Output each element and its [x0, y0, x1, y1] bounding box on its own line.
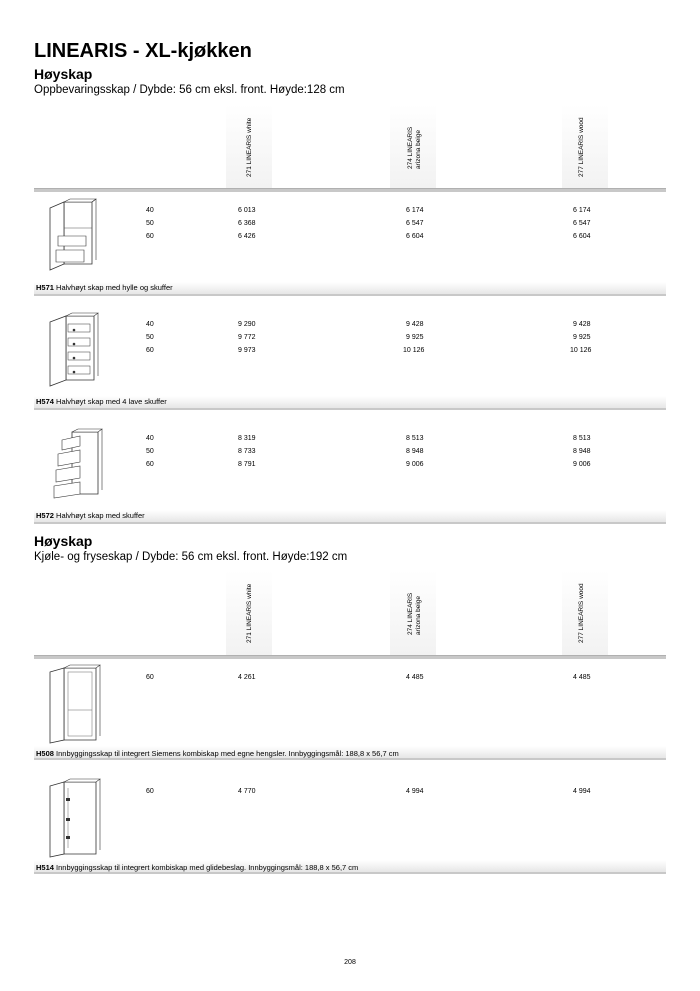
header-divider	[34, 188, 666, 192]
price-arizona: 9 925	[406, 334, 424, 341]
column-header-wood: 277 LINEARIS wood	[578, 116, 585, 177]
size-cell: 60	[146, 233, 154, 240]
product-label-h572: H572 Halvhøyt skap med skuffer	[36, 511, 145, 520]
price-wood: 4 485	[573, 674, 591, 681]
price-white: 6 013	[238, 207, 256, 214]
price-wood: 9 006	[573, 461, 591, 468]
section-1-subheading: Oppbevaringsskap / Dybde: 56 cm eksl. front. Høyde:128 cm	[34, 84, 345, 96]
column-header-white: 271 LINEARIS white	[246, 583, 253, 643]
price-arizona: 10 126	[403, 347, 425, 354]
column-header-arizona-beige: 274 LINEARIS arizona beige	[407, 126, 422, 169]
price-white: 4 770	[238, 788, 256, 795]
price-wood: 6 547	[573, 220, 591, 227]
size-cell: 60	[146, 347, 154, 354]
page-number: 208	[344, 959, 356, 966]
price-wood: 8 513	[573, 435, 591, 442]
column-header-white: 271 LINEARIS white	[246, 117, 253, 177]
size-cell: 40	[146, 207, 154, 214]
price-arizona: 6 604	[406, 233, 424, 240]
product-label-h574: H574 Halvhøyt skap med 4 lave skuffer	[36, 397, 167, 406]
section-2-heading: Høyskap	[34, 533, 93, 549]
product-label-h514: H514 Innbyggingsskap til integrert kombiskap med glidebeslag. Innbyggingsmål: 188,8 x 56,7 cm	[36, 863, 359, 872]
product-label-h508: H508 Innbyggingsskap til integrert Siemens kombiskap med egne hengsler. Innbyggingsmål: 188,8 x 56,7 cm	[36, 749, 399, 758]
price-arizona: 8 948	[406, 448, 424, 455]
price-white: 8 733	[238, 448, 256, 455]
size-cell: 40	[146, 435, 154, 442]
price-white: 8 791	[238, 461, 256, 468]
price-wood: 10 126	[570, 347, 592, 354]
price-arizona: 6 547	[406, 220, 424, 227]
price-wood: 4 994	[573, 788, 591, 795]
price-white: 4 261	[238, 674, 256, 681]
size-cell: 50	[146, 220, 154, 227]
section-1-heading: Høyskap	[34, 66, 93, 82]
tall-fridge-cabinet-icon	[46, 664, 104, 744]
size-cell: 60	[146, 788, 154, 795]
cabinet-drawers-icon	[50, 428, 104, 502]
price-white: 9 973	[238, 347, 256, 354]
size-cell: 50	[146, 334, 154, 341]
size-cell: 60	[146, 674, 154, 681]
product-label-h571: H571 Halvhøyt skap med hylle og skuffer	[36, 283, 173, 292]
price-wood: 9 925	[573, 334, 591, 341]
size-cell: 40	[146, 321, 154, 328]
cabinet-four-drawers-icon	[46, 312, 102, 390]
price-white: 9 290	[238, 321, 256, 328]
price-arizona: 9 428	[406, 321, 424, 328]
price-arizona: 4 994	[406, 788, 424, 795]
price-wood: 6 174	[573, 207, 591, 214]
column-header-arizona-beige: 274 LINEARIS arizona beige	[407, 592, 422, 635]
price-wood: 8 948	[573, 448, 591, 455]
price-white: 8 319	[238, 435, 256, 442]
column-header-wood: 277 LINEARIS wood	[578, 582, 585, 643]
price-arizona: 8 513	[406, 435, 424, 442]
tall-fridge-cabinet-slide-icon	[46, 778, 104, 858]
cabinet-shelf-drawers-icon	[46, 198, 98, 274]
price-white: 6 368	[238, 220, 256, 227]
header-divider	[34, 655, 666, 659]
size-cell: 60	[146, 461, 154, 468]
page-title: LINEARIS - XL-kjøkken	[34, 40, 252, 62]
price-white: 9 772	[238, 334, 256, 341]
price-arizona: 6 174	[406, 207, 424, 214]
price-arizona: 4 485	[406, 674, 424, 681]
price-white: 6 426	[238, 233, 256, 240]
section-2-subheading: Kjøle- og fryseskap / Dybde: 56 cm eksl. front. Høyde:192 cm	[34, 551, 348, 563]
price-wood: 9 428	[573, 321, 591, 328]
size-cell: 50	[146, 448, 154, 455]
price-arizona: 9 006	[406, 461, 424, 468]
price-wood: 6 604	[573, 233, 591, 240]
